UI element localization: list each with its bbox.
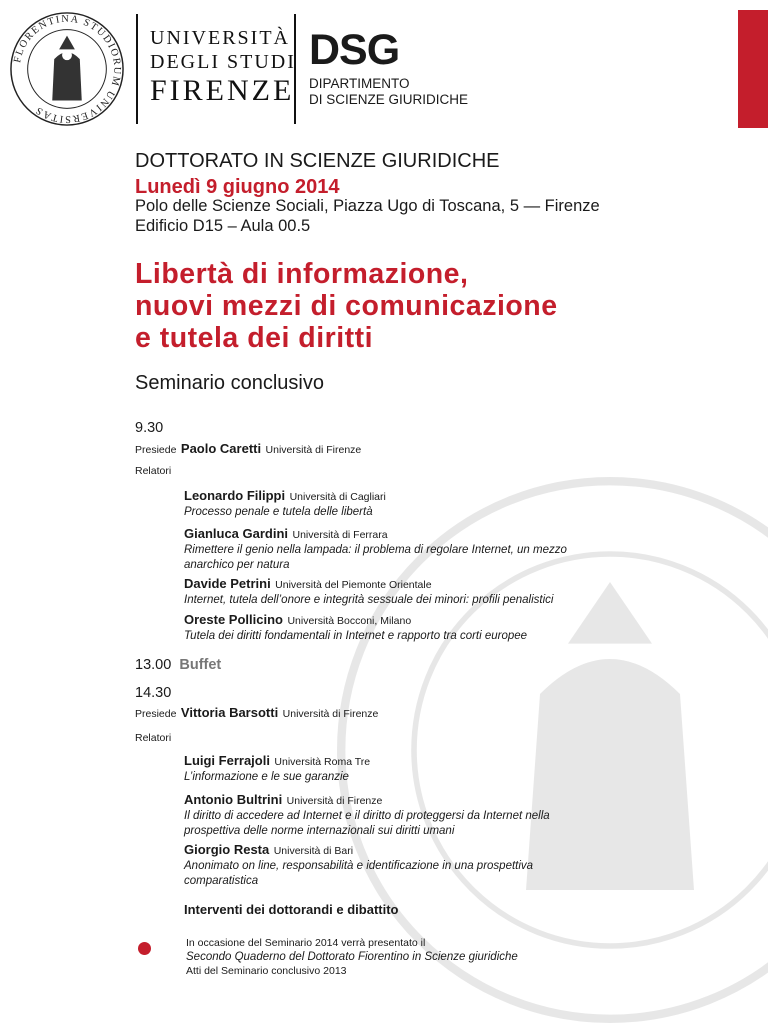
chair-name: Paolo Caretti bbox=[180, 441, 262, 456]
bullet-dot bbox=[138, 942, 151, 955]
chair-affiliation: Università di Firenze bbox=[282, 708, 379, 720]
university-seal-logo bbox=[8, 10, 126, 128]
speaker-affiliation: Università di Firenze bbox=[286, 795, 383, 807]
speaker-name: Giorgio Resta bbox=[184, 842, 270, 857]
chair-affiliation: Università di Firenze bbox=[265, 444, 362, 456]
dept-line1: DIPARTIMENTO bbox=[309, 76, 410, 91]
event-venue bbox=[135, 196, 600, 236]
speaker-item bbox=[184, 487, 386, 520]
event-title bbox=[135, 258, 558, 354]
university-wordmark bbox=[150, 26, 296, 108]
speaker-name: Davide Petrini bbox=[184, 576, 271, 591]
university-line1: UNIVERSITÀ bbox=[150, 27, 290, 49]
speaker-affiliation: Università di Bari bbox=[273, 845, 354, 857]
dept-line2: DI SCIENZE GIURIDICHE bbox=[309, 92, 469, 107]
note-line3: Atti del Seminario conclusivo 2013 bbox=[186, 965, 347, 977]
title-line1: Libertà di informazione, bbox=[135, 258, 469, 290]
speaker-affiliation: Università del Piemonte Orientale bbox=[275, 579, 432, 591]
svg-text:FLORENTINA STUDIORUM UNIVERSIT: FLORENTINA STUDIORUM UNIVERSITAS bbox=[12, 13, 123, 125]
session2-speakers-label: Relatori bbox=[135, 732, 172, 744]
venue-line1: Polo delle Scienze Sociali, Piazza Ugo di Toscana, 5 — Firenze bbox=[135, 197, 600, 215]
program-name: DOTTORATO IN SCIENZE GIURIDICHE bbox=[135, 150, 500, 172]
dept-name bbox=[309, 76, 468, 108]
speaker-item bbox=[184, 575, 553, 608]
speaker-name: Leonardo Filippi bbox=[184, 488, 286, 503]
title-line3: e tutela dei diritti bbox=[135, 322, 374, 354]
speaker-item bbox=[184, 841, 533, 889]
break-label: Buffet bbox=[179, 657, 222, 673]
speaker-item bbox=[184, 752, 370, 785]
chair-label: Presiede bbox=[135, 444, 177, 456]
dept-acronym: DSG bbox=[309, 26, 400, 74]
speaker-talk: Il diritto di accedere ad Internet e il diritto di proteggersi da Internet nella bbox=[184, 810, 550, 822]
title-line2: nuovi mezzi di comunicazione bbox=[135, 290, 558, 322]
venue-line2: Edificio D15 – Aula 00.5 bbox=[135, 217, 311, 235]
session2-chair bbox=[135, 704, 378, 722]
red-accent-bar bbox=[738, 10, 768, 128]
event-subtitle: Seminario conclusivo bbox=[135, 372, 324, 394]
speaker-item bbox=[184, 525, 567, 573]
speaker-talk-cont: prospettiva delle norme internazionali sui diritti umani bbox=[184, 825, 455, 837]
session2-time: 14.30 bbox=[135, 685, 172, 701]
speaker-affiliation: Università di Cagliari bbox=[289, 491, 386, 503]
speaker-item bbox=[184, 791, 550, 839]
speaker-talk: Processo penale e tutela delle libertà bbox=[184, 506, 373, 518]
footer-note bbox=[186, 936, 518, 978]
chair-label: Presiede bbox=[135, 708, 177, 720]
speaker-item bbox=[184, 611, 527, 644]
speaker-name: Luigi Ferrajoli bbox=[184, 753, 270, 768]
header-divider-left bbox=[136, 14, 138, 124]
speaker-affiliation: Università Bocconi, Milano bbox=[287, 615, 412, 627]
speaker-affiliation: Università Roma Tre bbox=[274, 756, 371, 768]
session1-speakers-label: Relatori bbox=[135, 465, 172, 477]
note-line1: In occasione del Seminario 2014 verrà presentato il bbox=[186, 937, 426, 949]
speaker-talk-cont: anarchico per natura bbox=[184, 559, 290, 571]
speaker-affiliation: Università di Ferrara bbox=[292, 529, 388, 541]
speaker-name: Gianluca Gardini bbox=[184, 526, 289, 541]
speaker-talk-cont: comparatistica bbox=[184, 875, 259, 887]
break-row bbox=[135, 657, 221, 673]
session1-chair bbox=[135, 440, 361, 458]
note-line2: Secondo Quaderno del Dottorato Fiorentino in Scienze giuridiche bbox=[186, 951, 518, 963]
speaker-name: Oreste Pollicino bbox=[184, 612, 283, 627]
university-line2: DEGLI STUDI bbox=[150, 51, 296, 73]
chair-name: Vittoria Barsotti bbox=[180, 705, 279, 720]
event-date: Lunedì 9 giugno 2014 bbox=[135, 176, 340, 198]
university-line3: FIRENZE bbox=[150, 74, 295, 107]
speaker-talk: L’informazione e le sue garanzie bbox=[184, 771, 349, 783]
break-time: 13.00 bbox=[135, 657, 172, 673]
closing-item: Interventi dei dottorandi e dibattito bbox=[184, 902, 399, 917]
speaker-talk: Tutela dei diritti fondamentali in Internet e rapporto tra corti europee bbox=[184, 630, 528, 642]
session1-time: 9.30 bbox=[135, 420, 164, 436]
speaker-talk: Anonimato on line, responsabilità e identificazione in una prospettiva bbox=[184, 860, 534, 872]
speaker-talk: Internet, tutela dell’onore e integrità sessuale dei minori: profili penalistici bbox=[184, 594, 554, 606]
speaker-talk: Rimettere il genio nella lampada: il problema di regolare Internet, un mezzo bbox=[184, 544, 567, 556]
speaker-name: Antonio Bultrini bbox=[184, 792, 283, 807]
